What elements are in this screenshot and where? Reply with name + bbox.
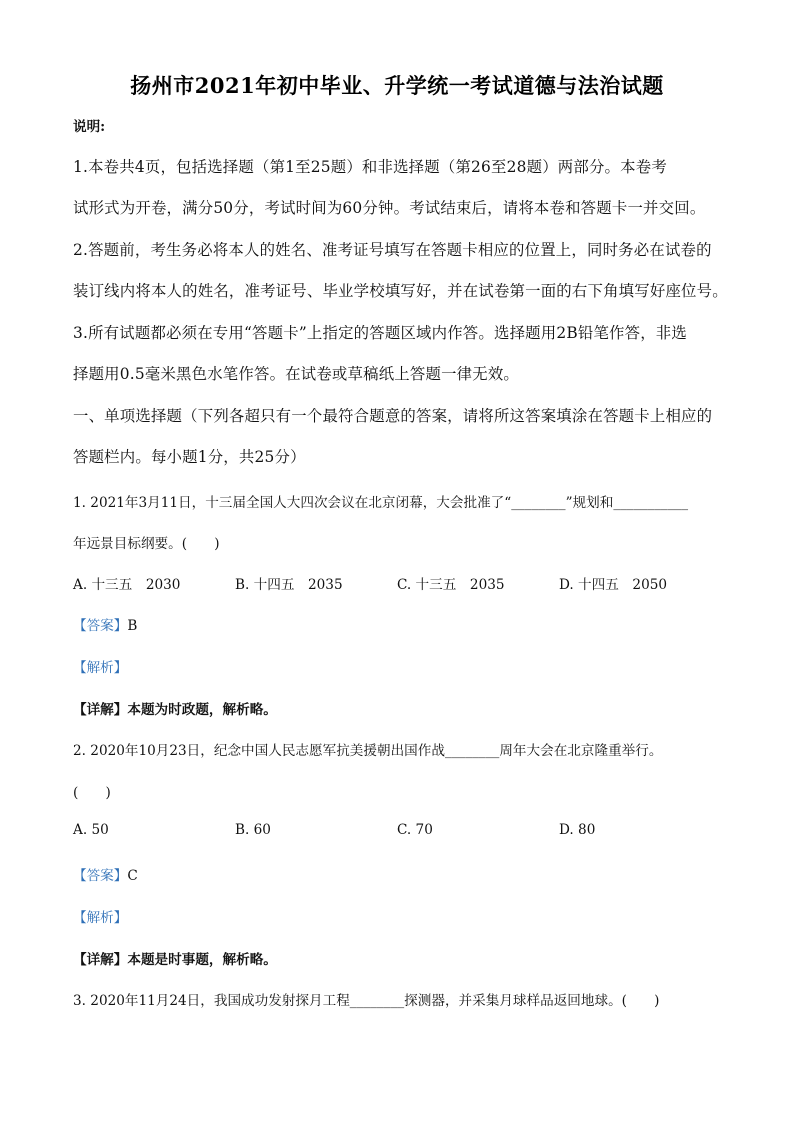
- detail-label: 【详解】: [73, 702, 128, 718]
- question-3-stem: 3. 2020年11月24日，我国成功发射探月工程________探测器，并采集月球样品返回地球。( ): [73, 993, 660, 1009]
- answer-label: 【答案】: [73, 618, 128, 634]
- question-2-stem: ( ): [73, 785, 111, 801]
- question-2-option-d: D. 80: [559, 822, 596, 838]
- detail-text: 本题是时事题，解析略。: [127, 952, 277, 968]
- answer-label: 【答案】: [73, 868, 128, 884]
- question-1-stem: 年远景目标纲要。( ): [73, 536, 220, 552]
- instruction-line: 择题用0.5毫米黑色水笔作答。在试卷或草稿纸上答题一律无效。: [73, 365, 520, 383]
- page-title: 扬州市2021年初中毕业、升学统一考试道德与法治试题: [130, 73, 664, 98]
- question-2-option-a: A. 50: [73, 822, 109, 838]
- question-2-detail: [73, 948, 277, 968]
- instruction-line: 试形式为开卷，满分50分，考试时间为60分钟。考试结束后，请将本卷和答题卡一并交回。: [73, 199, 706, 217]
- answer-value: C: [127, 868, 138, 884]
- instruction-line: 1.本卷共4页，包括选择题（第1至25题）和非选择题（第26至28题）两部分。本卷考: [73, 158, 667, 176]
- instruction-line: 2.答题前，考生务必将本人的姓名、准考证号填写在答题卡相应的位置上，同时务必在试卷的: [73, 241, 712, 259]
- question-2-analysis-label: 【解析】: [73, 910, 128, 926]
- question-1-option-c: C. 十三五 2035: [397, 577, 505, 593]
- question-1-stem: 1. 2021年3月11日，十三届全国人大四次会议在北京闭幕，大会批准了“________”规划和___________: [73, 495, 689, 511]
- question-1-analysis-label: 【解析】: [73, 660, 128, 676]
- question-2-answer: [73, 864, 138, 884]
- question-2-option-b: B. 60: [235, 822, 271, 838]
- section-heading: 答题栏内。每小题1分，共25分）: [73, 448, 306, 466]
- question-1-answer: [73, 614, 137, 634]
- detail-text: 本题为时政题，解析略。: [127, 702, 277, 718]
- question-2-stem: 2. 2020年10月23日，纪念中国人民志愿军抗美援朝出国作战________周年大会在北京隆重举行。: [73, 743, 663, 759]
- section-heading: 一、单项选择题（下列各超只有一个最符合题意的答案，请将所这答案填涂在答题卡上相应的: [73, 407, 713, 425]
- question-1-option-b: B. 十四五 2035: [235, 577, 343, 593]
- instruction-line: 3.所有试题都必须在专用“答题卡”上指定的答题区域内作答。选择题用2B铅笔作答，非选: [73, 324, 687, 342]
- detail-label: 【详解】: [73, 952, 128, 968]
- answer-value: B: [127, 618, 138, 634]
- question-1-detail: [73, 698, 277, 718]
- instruction-line: 装订线内将本人的姓名，准考证号、毕业学校填写好，并在试卷第一面的右下角填写好座位号。: [73, 282, 728, 300]
- instructions-heading: 说明:: [73, 119, 106, 135]
- question-2-option-c: C. 70: [397, 822, 433, 838]
- question-1-option-d: D. 十四五 2050: [559, 577, 668, 593]
- question-1-option-a: A. 十三五 2030: [73, 577, 181, 593]
